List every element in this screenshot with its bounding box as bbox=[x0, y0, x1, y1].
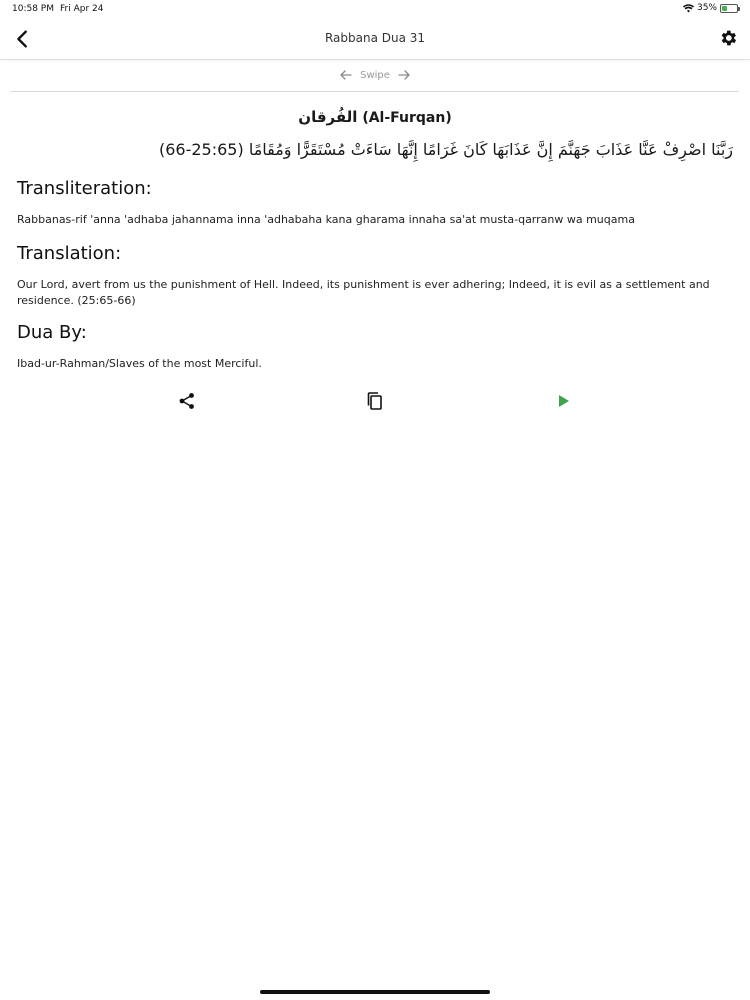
swipe-label: Swipe bbox=[360, 69, 390, 81]
gear-icon[interactable] bbox=[718, 28, 738, 48]
translation-text: Our Lord, avert from us the punishment of Hell. Indeed, its punishment is ever adhering; Indeed, it is evil as a settlement and residence. (25:65-66) bbox=[17, 278, 710, 307]
share-icon[interactable] bbox=[177, 391, 197, 411]
dua-by-text: Ibad-ur-Rahman/Slaves of the most Merciful. bbox=[17, 357, 262, 370]
battery-percent: 35% bbox=[696, 3, 717, 13]
battery-fill bbox=[722, 6, 727, 11]
swipe-hint bbox=[0, 66, 750, 84]
copy-icon[interactable] bbox=[365, 391, 385, 411]
surah-english-name: (Al-Furqan) bbox=[362, 110, 452, 126]
divider bbox=[11, 91, 739, 92]
arabic-verse: رَبَّنَا اصْرِفْ عَنَّا عَذَابَ جَهَنَّمَ إِنَّ عَذَابَهَا كَانَ غَرَامًا إِنَّهَا سَاءَتْ مُسْتَقَرًّا وَمُقَامًا (25:65-66) bbox=[158, 140, 733, 159]
nav-bar bbox=[0, 20, 750, 60]
play-icon[interactable] bbox=[553, 391, 573, 411]
arrow-right-icon[interactable] bbox=[396, 67, 412, 83]
action-bar bbox=[0, 391, 750, 413]
status-bar bbox=[0, 0, 750, 20]
surah-arabic-name: الفُرقان bbox=[298, 108, 358, 126]
wifi-icon bbox=[683, 4, 694, 13]
status-right bbox=[683, 3, 738, 13]
translation-heading: Translation: bbox=[17, 243, 122, 264]
arrow-left-icon[interactable] bbox=[338, 67, 354, 83]
status-time: 10:58 PM bbox=[12, 4, 54, 14]
transliteration-text: Rabbanas-rif 'anna 'adhaba jahannama inna 'adhabaha kana gharama innaha sa'at musta-qarranw wa muqama bbox=[17, 213, 635, 226]
transliteration-heading: Transliteration: bbox=[17, 178, 152, 199]
page-title: Rabbana Dua 31 bbox=[324, 31, 426, 45]
status-date: Fri Apr 24 bbox=[60, 4, 104, 14]
dua-by-heading: Dua By: bbox=[17, 322, 87, 343]
home-indicator bbox=[260, 990, 490, 994]
surah-title bbox=[0, 108, 750, 126]
battery-icon bbox=[720, 4, 738, 13]
